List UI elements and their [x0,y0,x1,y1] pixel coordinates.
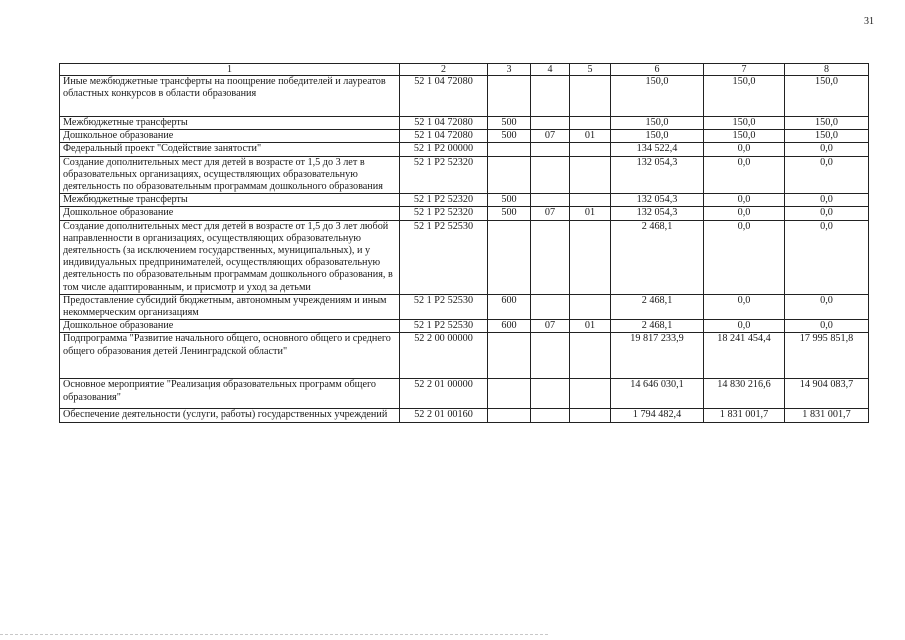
table-row [60,320,869,333]
amount-col6: 150,0 [611,117,704,130]
subsection [570,194,611,207]
section [531,294,570,319]
table-row [60,207,869,220]
amount-col7: 1 831 001,7 [704,409,785,422]
amount-col8: 0,0 [785,320,869,333]
section [531,194,570,207]
amount-col8: 150,0 [785,76,869,117]
expense-type [488,220,531,294]
column-number: 2 [400,64,488,76]
column-number: 6 [611,64,704,76]
expense-type [488,409,531,422]
subsection [570,76,611,117]
table-row [60,130,869,143]
expense-type: 500 [488,130,531,143]
amount-col8: 17 995 851,8 [785,333,869,379]
amount-col7: 0,0 [704,294,785,319]
amount-col8: 150,0 [785,117,869,130]
target-code: 52 1 P2 52320 [400,207,488,220]
subsection: 01 [570,130,611,143]
amount-col6: 2 468,1 [611,220,704,294]
subsection [570,409,611,422]
table-row [60,156,869,194]
amount-col6: 150,0 [611,76,704,117]
row-name: Предоставление субсидий бюджетным, автономным учреждениям и иным некоммерческим организациям [60,294,400,319]
row-name: Обеспечение деятельности (услуги, работы) государственных учреждений [60,409,400,422]
table-row [60,143,869,156]
expense-type: 500 [488,207,531,220]
target-code: 52 2 01 00000 [400,379,488,409]
amount-col8: 0,0 [785,207,869,220]
amount-col8: 150,0 [785,130,869,143]
row-name: Федеральный проект "Содействие занятости" [60,143,400,156]
expense-type [488,143,531,156]
expense-type: 600 [488,320,531,333]
amount-col6: 2 468,1 [611,294,704,319]
expense-type [488,333,531,379]
amount-col8: 1 831 001,7 [785,409,869,422]
amount-col7: 0,0 [704,156,785,194]
section [531,379,570,409]
subsection [570,143,611,156]
target-code: 52 1 P2 52320 [400,156,488,194]
expense-type: 500 [488,117,531,130]
subsection [570,379,611,409]
amount-col7: 150,0 [704,130,785,143]
section [531,333,570,379]
column-number: 4 [531,64,570,76]
target-code: 52 1 P2 52530 [400,294,488,319]
table-row [60,117,869,130]
amount-col8: 0,0 [785,294,869,319]
row-name: Дошкольное образование [60,207,400,220]
amount-col8: 0,0 [785,143,869,156]
amount-col7: 150,0 [704,117,785,130]
scan-artifact-line [0,634,548,636]
target-code: 52 1 P2 52530 [400,220,488,294]
column-number-row [60,64,869,76]
target-code: 52 1 04 72080 [400,76,488,117]
target-code: 52 2 00 00000 [400,333,488,379]
column-number: 3 [488,64,531,76]
table-row [60,294,869,319]
amount-col7: 0,0 [704,194,785,207]
amount-col6: 14 646 030,1 [611,379,704,409]
amount-col6: 2 468,1 [611,320,704,333]
section [531,409,570,422]
row-name: Создание дополнительных мест для детей в возрасте от 1,5 до 3 лет любой направленности в организациях, осуществляющих образовательную деятельность (за исключением государственных, муниципальных), и у индивидуальных предпринимателей, осуществляющих образовательную деятельность по образовательным программам дошкольного образования, в том числе адаптированным, и присмотр и уход за детьми [60,220,400,294]
amount-col7: 0,0 [704,143,785,156]
subsection [570,117,611,130]
expense-type: 500 [488,194,531,207]
table-row [60,220,869,294]
amount-col7: 0,0 [704,220,785,294]
expense-type [488,379,531,409]
amount-col6: 1 794 482,4 [611,409,704,422]
column-number: 7 [704,64,785,76]
amount-col6: 150,0 [611,130,704,143]
table-row [60,409,869,422]
section: 07 [531,320,570,333]
row-name: Подпрограмма "Развитие начального общего, основного общего и среднего общего образования детей Ленинградской области" [60,333,400,379]
amount-col8: 14 904 083,7 [785,379,869,409]
subsection: 01 [570,320,611,333]
amount-col7: 18 241 454,4 [704,333,785,379]
amount-col7: 14 830 216,6 [704,379,785,409]
subsection [570,294,611,319]
target-code: 52 1 P2 52320 [400,194,488,207]
target-code: 52 1 P2 00000 [400,143,488,156]
target-code: 52 1 04 72080 [400,117,488,130]
row-name: Дошкольное образование [60,130,400,143]
amount-col8: 0,0 [785,220,869,294]
expense-type [488,76,531,117]
section [531,143,570,156]
row-name: Создание дополнительных мест для детей в возрасте от 1,5 до 3 лет в образовательных организациях, осуществляющих образовательную деятельность по образовательным программам дошкольного образования [60,156,400,194]
row-name: Межбюджетные трансферты [60,117,400,130]
target-code: 52 1 04 72080 [400,130,488,143]
page-number: 31 [864,16,874,27]
amount-col8: 0,0 [785,194,869,207]
section: 07 [531,130,570,143]
column-number: 1 [60,64,400,76]
subsection [570,333,611,379]
row-name: Иные межбюджетные трансферты на поощрение победителей и лауреатов областных конкурсов в области образования [60,76,400,117]
target-code: 52 1 P2 52530 [400,320,488,333]
subsection [570,220,611,294]
section [531,156,570,194]
table-row [60,194,869,207]
column-number: 8 [785,64,869,76]
section [531,220,570,294]
amount-col6: 132 054,3 [611,207,704,220]
row-name: Основное мероприятие "Реализация образовательных программ общего образования" [60,379,400,409]
row-name: Дошкольное образование [60,320,400,333]
expense-type [488,156,531,194]
table-row [60,333,869,379]
budget-table [59,63,869,423]
subsection: 01 [570,207,611,220]
section: 07 [531,207,570,220]
amount-col6: 132 054,3 [611,194,704,207]
row-name: Межбюджетные трансферты [60,194,400,207]
column-number: 5 [570,64,611,76]
table-row [60,76,869,117]
amount-col7: 0,0 [704,320,785,333]
expense-type: 600 [488,294,531,319]
amount-col6: 19 817 233,9 [611,333,704,379]
table-row [60,379,869,409]
target-code: 52 2 01 00160 [400,409,488,422]
amount-col6: 132 054,3 [611,156,704,194]
section [531,76,570,117]
amount-col8: 0,0 [785,156,869,194]
amount-col6: 134 522,4 [611,143,704,156]
amount-col7: 150,0 [704,76,785,117]
section [531,117,570,130]
subsection [570,156,611,194]
amount-col7: 0,0 [704,207,785,220]
